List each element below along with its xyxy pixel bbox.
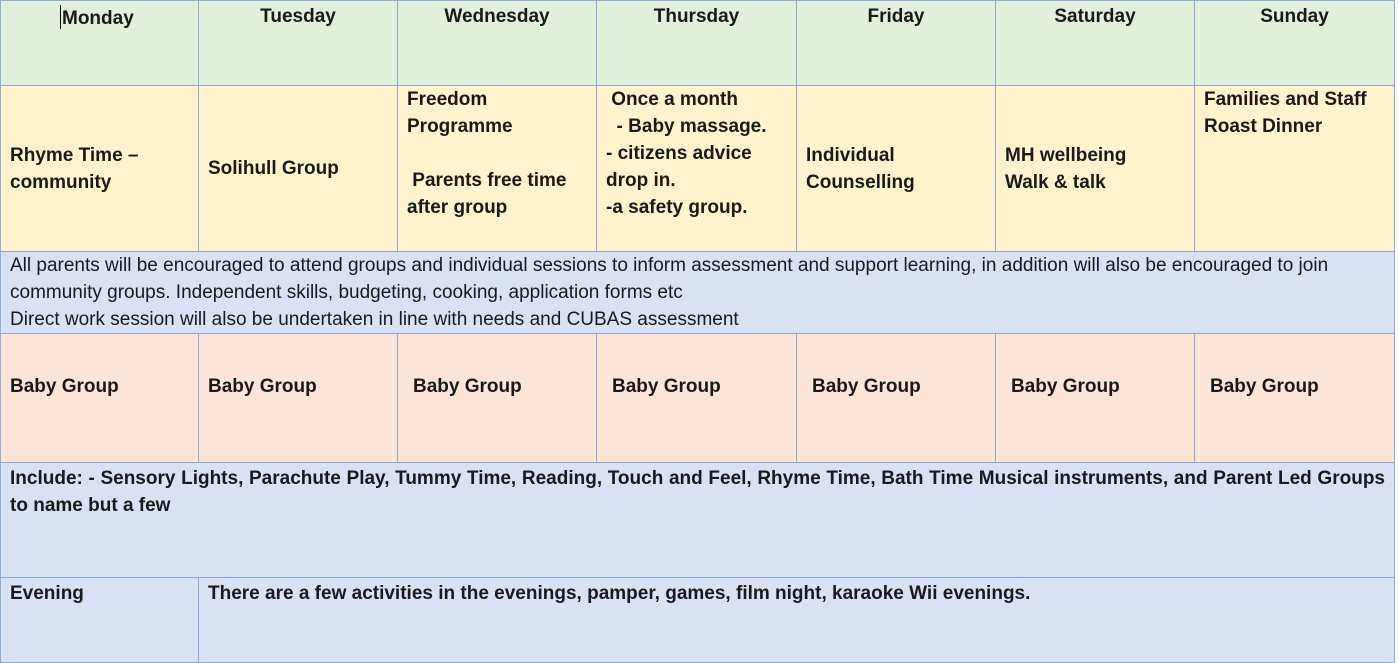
activity-line: Counselling [806, 171, 915, 193]
activity-cell-thursday[interactable] [597, 86, 797, 252]
activity-line: Roast Dinner [1204, 116, 1323, 137]
day-label: Monday [62, 8, 134, 29]
activity-cell-friday[interactable] [797, 86, 996, 252]
activity-line: Freedom [407, 89, 488, 110]
baby-group-cell[interactable]: Baby Group [996, 334, 1195, 463]
info-row [1, 252, 1395, 334]
activity-line: Parents free time [407, 170, 567, 191]
info-cell[interactable] [1, 252, 1395, 334]
activities-row [1, 86, 1395, 252]
activity-line: MH wellbeing [1005, 144, 1127, 166]
activity-cell-sunday[interactable] [1195, 86, 1395, 252]
activity-line: - citizens advice [606, 143, 752, 164]
activity-line: Programme [407, 116, 513, 137]
text-cursor [60, 5, 61, 29]
evening-label-cell[interactable]: Evening [1, 578, 199, 663]
baby-group-cell[interactable]: Baby Group [398, 334, 597, 463]
day-header-tuesday[interactable]: Tuesday [199, 1, 398, 86]
activity-line: Once a month [606, 89, 738, 110]
activity-line: Individual [806, 144, 895, 166]
info-paragraph: All parents will be encouraged to attend groups and individual sessions to inform assessment and support learning, in addition will also be encouraged to join community groups. Independent skills, budgeting, cooking, application forms etc [10, 255, 1329, 303]
day-header-sunday[interactable]: Sunday [1195, 1, 1395, 86]
activity-cell-saturday[interactable] [996, 86, 1195, 252]
activity-line: community [10, 171, 112, 193]
baby-group-cell[interactable]: Baby Group [1, 334, 199, 463]
include-cell[interactable]: Include: - Sensory Lights, Parachute Play, Tummy Time, Reading, Touch and Feel, Rhyme Time, Bath Time Musical instruments, and Parent Led Groups to name but a few [1, 463, 1395, 578]
activity-cell-monday[interactable] [1, 86, 199, 252]
activity-line [407, 140, 587, 167]
baby-group-cell[interactable]: Baby Group [797, 334, 996, 463]
day-header-friday[interactable]: Friday [797, 1, 996, 86]
day-header-monday[interactable] [1, 1, 199, 86]
activity-line: Families and Staff [1204, 89, 1367, 110]
activity-line: -a safety group. [606, 197, 748, 218]
evening-row [1, 578, 1395, 663]
baby-group-cell[interactable]: Baby Group [597, 334, 797, 463]
day-header-row [1, 1, 1395, 86]
baby-group-row [1, 334, 1395, 463]
info-paragraph: Direct work session will also be undertaken in line with needs and CUBAS assessment [10, 309, 739, 330]
activity-line: after group [407, 197, 508, 218]
include-row [1, 463, 1395, 578]
evening-text-cell[interactable]: There are a few activities in the evenings, pamper, games, film night, karaoke Wii evenings. [199, 578, 1395, 663]
day-header-wednesday[interactable]: Wednesday [398, 1, 597, 86]
baby-group-cell[interactable]: Baby Group [199, 334, 398, 463]
activity-line: drop in. [606, 170, 676, 191]
activity-cell-wednesday[interactable] [398, 86, 597, 252]
activity-line: Solihull Group [208, 158, 339, 179]
activity-line: - Baby massage. [606, 116, 767, 137]
activity-cell-tuesday[interactable] [199, 86, 398, 252]
activity-line: Rhyme Time – [10, 144, 139, 166]
day-header-thursday[interactable]: Thursday [597, 1, 797, 86]
baby-group-cell[interactable]: Baby Group [1195, 334, 1395, 463]
day-header-saturday[interactable]: Saturday [996, 1, 1195, 86]
activity-line: Walk & talk [1005, 171, 1106, 193]
